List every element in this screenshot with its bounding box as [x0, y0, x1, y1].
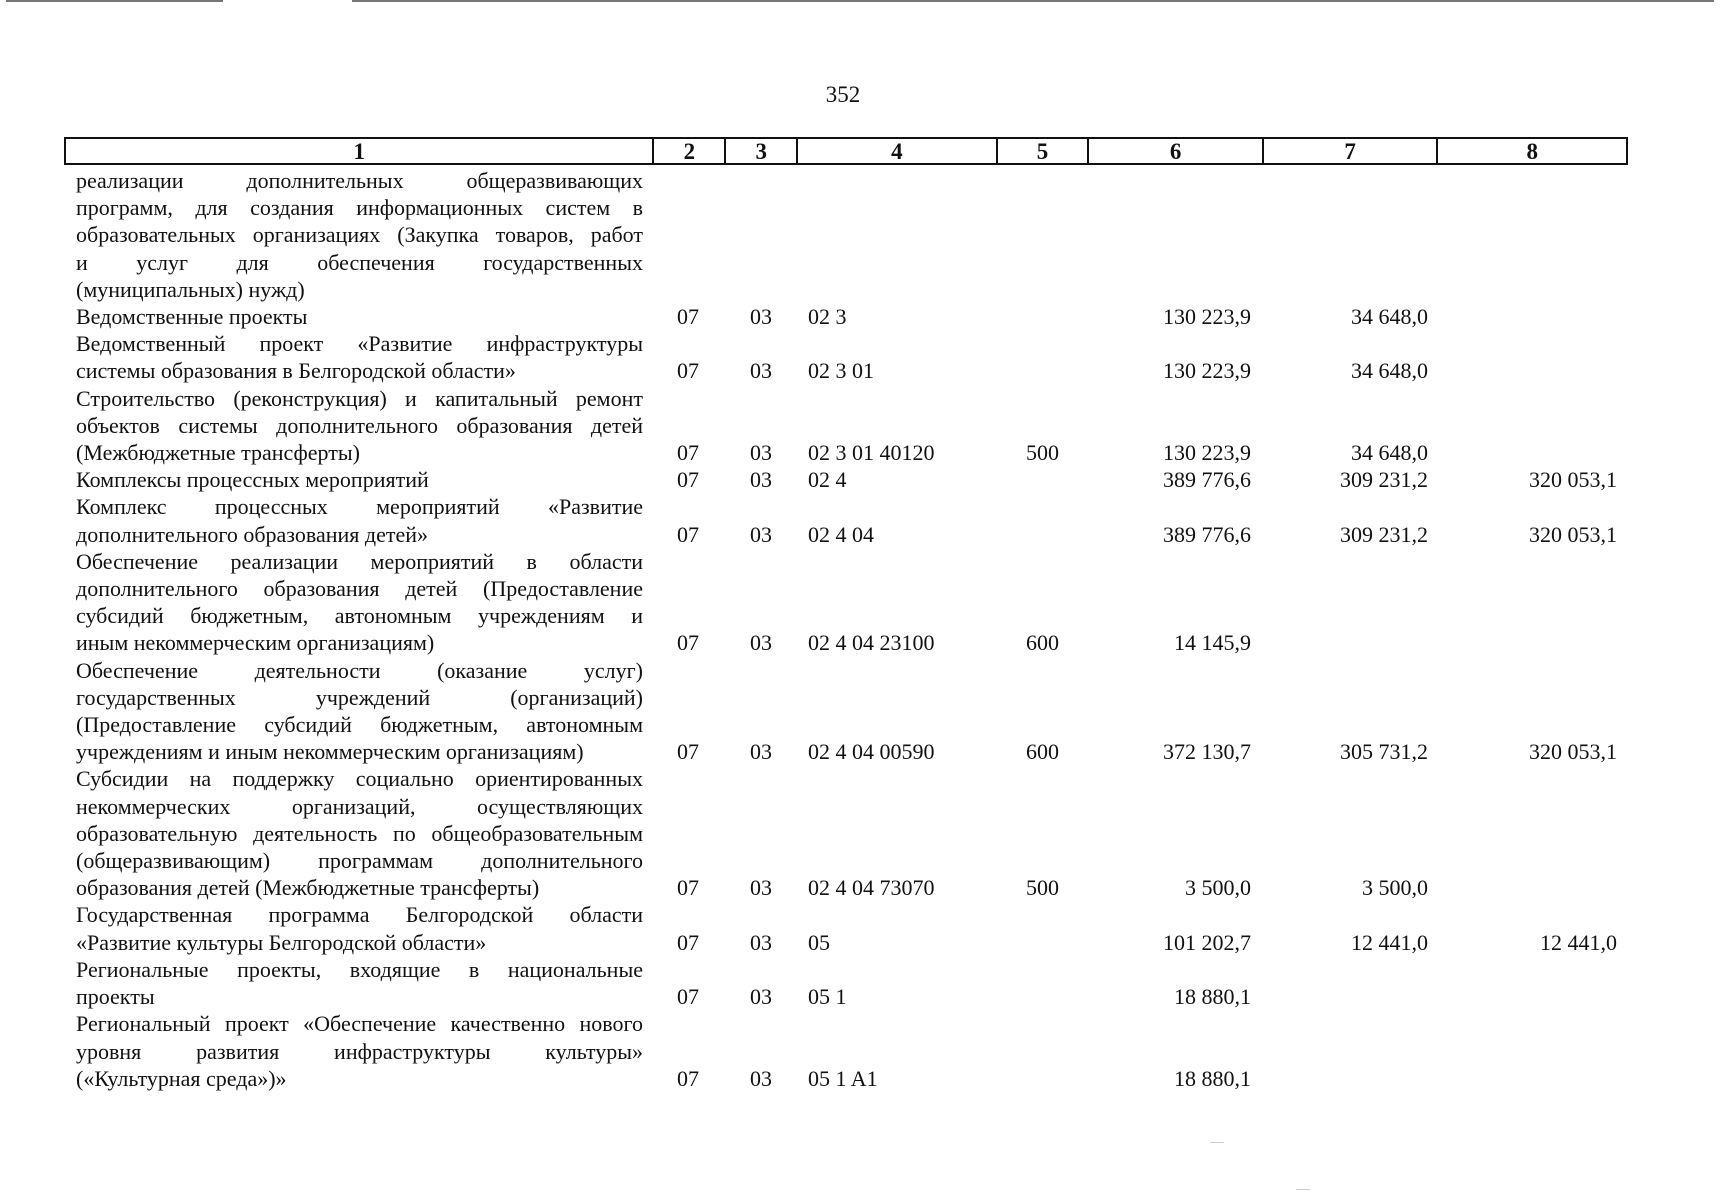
description-line: государственных учреждений (организаций) — [76, 684, 643, 710]
description-line: некоммерческих организаций, осуществляющих — [76, 793, 643, 819]
header-col-8: 8 — [1526, 139, 1538, 164]
target-article-code: 02 4 — [808, 467, 847, 493]
row-description — [76, 657, 643, 766]
row-description — [76, 765, 643, 901]
amount-year-1: 389 776,6 — [1163, 467, 1251, 493]
target-article-code: 02 3 01 — [808, 358, 874, 384]
description-line: дополнительного образования детей» — [76, 521, 428, 547]
row-description — [76, 330, 643, 384]
amount-year-2: 12 441,0 — [1351, 929, 1428, 955]
amount-year-2: 34 648,0 — [1351, 304, 1428, 330]
table-row — [0, 466, 1720, 493]
header-col-4: 4 — [798, 139, 997, 163]
target-article-code: 05 — [808, 929, 830, 955]
target-article-code: 02 4 04 00590 — [808, 739, 935, 765]
table-body — [0, 167, 1720, 1092]
target-article-code: 02 4 04 23100 — [808, 630, 935, 656]
row-description — [76, 956, 643, 1010]
description-line: системы образования в Белгородской области» — [76, 358, 516, 384]
subsection-code: 03 — [750, 358, 772, 384]
description-line: иным некоммерческим организациям) — [76, 630, 435, 656]
expense-type-code: 500 — [1026, 440, 1059, 466]
subsection-code: 03 — [750, 929, 772, 955]
header-col-5: 5 — [998, 139, 1090, 163]
section-code: 07 — [677, 358, 699, 384]
amount-year-1: 130 223,9 — [1163, 304, 1251, 330]
expense-type-code: 600 — [1026, 739, 1059, 765]
description-line: учреждениям и иным некоммерческим организациям) — [76, 739, 584, 765]
table-row — [0, 303, 1720, 330]
description-line: Государственная программа Белгородской области — [76, 902, 643, 928]
row-description — [76, 1010, 643, 1092]
top-edge-line-right — [352, 0, 1714, 2]
row-description — [76, 901, 643, 955]
description-line: (Межбюджетные трансферты) — [76, 440, 360, 466]
target-article-code: 02 3 — [808, 304, 847, 330]
section-code: 07 — [677, 304, 699, 330]
header-col-3: 3 — [726, 139, 798, 163]
amount-year-3: 320 053,1 — [1529, 521, 1617, 547]
table-row — [0, 167, 1720, 303]
description-line: Ведомственные проекты — [76, 304, 308, 330]
description-line: Комплекс процессных мероприятий «Развитие — [76, 494, 643, 520]
scan-speck — [1296, 1189, 1310, 1190]
section-code: 07 — [677, 440, 699, 466]
description-line: субсидий бюджетным, автономным учреждениям и — [76, 603, 643, 629]
header-col-6: 6 — [1089, 139, 1264, 163]
amount-year-3: 12 441,0 — [1540, 929, 1617, 955]
subsection-code: 03 — [750, 875, 772, 901]
section-code: 07 — [677, 521, 699, 547]
description-line: (общеразвивающим) программам дополнительного — [76, 848, 643, 874]
target-article-code: 02 4 04 73070 — [808, 875, 935, 901]
target-article-code: 05 1 — [808, 984, 847, 1010]
section-code: 07 — [677, 1065, 699, 1091]
table-row — [0, 493, 1720, 547]
amount-year-2: 34 648,0 — [1351, 440, 1428, 466]
description-line: («Культурная среда»)» — [76, 1065, 287, 1091]
table-row — [0, 765, 1720, 901]
amount-year-2: 309 231,2 — [1340, 467, 1428, 493]
row-description — [76, 548, 643, 657]
amount-year-1: 372 130,7 — [1163, 739, 1251, 765]
table-row — [0, 1010, 1720, 1092]
subsection-code: 03 — [750, 984, 772, 1010]
description-line: Ведомственный проект «Развитие инфраструктуры — [76, 331, 643, 357]
subsection-code: 03 — [750, 1065, 772, 1091]
amount-year-3: 320 053,1 — [1529, 739, 1617, 765]
amount-year-2: 3 500,0 — [1362, 875, 1428, 901]
description-line: (Предоставление субсидий бюджетным, автономным — [76, 712, 643, 738]
section-code: 07 — [677, 630, 699, 656]
expense-type-code: 600 — [1026, 630, 1059, 656]
description-line: объектов системы дополнительного образования детей — [76, 412, 643, 438]
target-article-code: 02 3 01 40120 — [808, 440, 935, 466]
amount-year-1: 3 500,0 — [1185, 875, 1251, 901]
page-number: 352 — [825, 82, 861, 107]
description-line: уровня развития инфраструктуры культуры» — [76, 1038, 643, 1064]
amount-year-1: 101 202,7 — [1163, 929, 1251, 955]
amount-year-2: 305 731,2 — [1340, 739, 1428, 765]
row-description — [76, 385, 643, 467]
description-line: «Развитие культуры Белгородской области» — [76, 929, 487, 955]
table-row — [0, 901, 1720, 955]
target-article-code: 02 4 04 — [808, 521, 874, 547]
description-line: образования детей (Межбюджетные трансферты) — [76, 875, 540, 901]
expense-type-code: 500 — [1026, 875, 1059, 901]
target-article-code: 05 1 A1 — [808, 1065, 878, 1091]
description-line: программ, для создания информационных систем в — [76, 195, 643, 221]
description-line: Региональные проекты, входящие в национальные — [76, 956, 643, 982]
description-line: Комплексы процессных мероприятий — [76, 467, 429, 493]
description-line: дополнительного образования детей (Предоставление — [76, 576, 643, 602]
subsection-code: 03 — [750, 304, 772, 330]
description-line: (муниципальных) нужд) — [76, 276, 305, 302]
amount-year-2: 34 648,0 — [1351, 358, 1428, 384]
subsection-code: 03 — [750, 630, 772, 656]
description-line: Субсидии на поддержку социально ориентированных — [76, 766, 643, 792]
header-col-7: 7 — [1264, 139, 1439, 163]
subsection-code: 03 — [750, 467, 772, 493]
amount-year-3: 320 053,1 — [1529, 467, 1617, 493]
scan-speck — [1210, 1142, 1224, 1143]
row-description — [76, 303, 643, 330]
amount-year-1: 389 776,6 — [1163, 521, 1251, 547]
subsection-code: 03 — [750, 440, 772, 466]
description-line: проекты — [76, 984, 155, 1010]
top-edge-line-left — [6, 0, 223, 2]
description-line: Обеспечение деятельности (оказание услуг) — [76, 657, 643, 683]
section-code: 07 — [677, 875, 699, 901]
subsection-code: 03 — [750, 739, 772, 765]
table-header — [64, 137, 1628, 165]
section-code: 07 — [677, 984, 699, 1010]
header-col-2: 2 — [654, 139, 726, 163]
row-description — [76, 493, 643, 547]
description-line: образовательных организациях (Закупка товаров, работ — [76, 222, 643, 248]
section-code: 07 — [677, 739, 699, 765]
table-row — [0, 385, 1720, 467]
description-line: и услуг для обеспечения государственных — [76, 249, 643, 275]
row-description — [76, 466, 643, 493]
amount-year-1: 130 223,9 — [1163, 358, 1251, 384]
amount-year-1: 14 145,9 — [1174, 630, 1251, 656]
amount-year-1: 18 880,1 — [1174, 984, 1251, 1010]
amount-year-1: 130 223,9 — [1163, 440, 1251, 466]
description-line: реализации дополнительных общеразвивающих — [76, 168, 643, 193]
description-line: Региональный проект «Обеспечение качественно нового — [76, 1011, 643, 1037]
subsection-code: 03 — [750, 521, 772, 547]
table-row — [0, 956, 1720, 1010]
amount-year-2: 309 231,2 — [1340, 521, 1428, 547]
section-code: 07 — [677, 929, 699, 955]
table-row — [0, 657, 1720, 766]
table-row — [0, 548, 1720, 657]
description-line: Обеспечение реализации мероприятий в области — [76, 548, 643, 574]
row-description — [76, 167, 643, 303]
description-line: образовательную деятельность по общеобразовательным — [76, 820, 643, 846]
description-line: Строительство (реконструкция) и капитальный ремонт — [76, 385, 643, 411]
table-row — [0, 330, 1720, 384]
header-col-1: 1 — [66, 139, 654, 163]
amount-year-1: 18 880,1 — [1174, 1065, 1251, 1091]
section-code: 07 — [677, 467, 699, 493]
